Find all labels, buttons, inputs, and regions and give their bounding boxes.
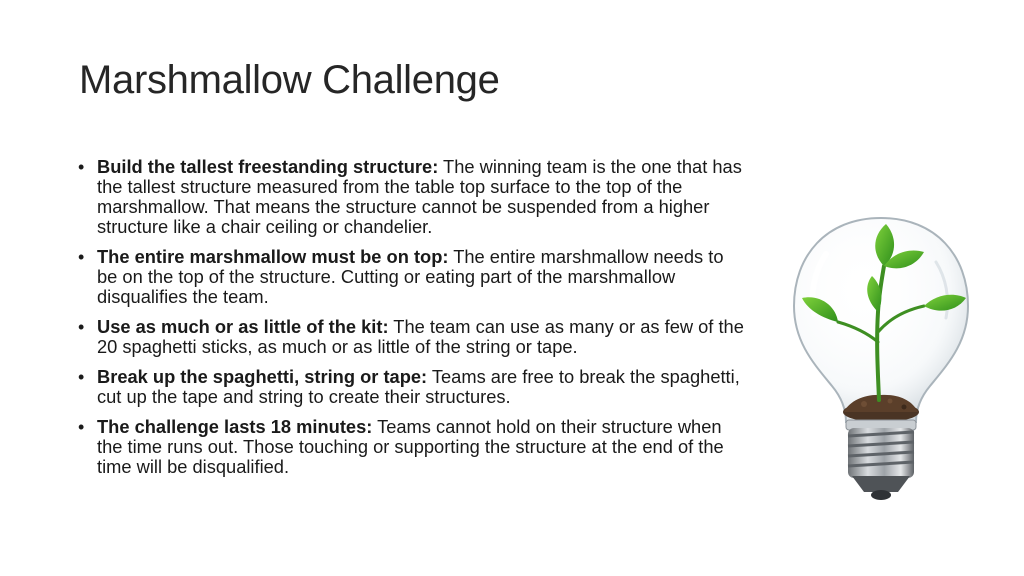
bullet-heading: The entire marshmallow must be on top: (97, 246, 449, 267)
bullet-text: The entire marshmallow needs to be on the top of the structure. Cutting or eating part of the marshmallow disqualifies the team. (97, 246, 724, 307)
bullet-icon: • (78, 317, 85, 337)
bullet-item (78, 157, 746, 237)
bullet-heading: Break up the spaghetti, string or tape: (97, 366, 428, 387)
bullet-text: The winning team is the one that has the tallest structure measured from the table top surface to the top of the marshmallow. That means the structure cannot be suspended from a higher structure like a chair ceiling or chandelier. (97, 156, 742, 237)
bullet-icon: • (78, 367, 85, 387)
slide-title: Marshmallow Challenge (79, 58, 500, 102)
lightbulb-with-plant-icon (786, 214, 976, 504)
bullet-item (78, 247, 746, 307)
bullet-icon: • (78, 157, 85, 177)
bullet-icon: • (78, 247, 85, 267)
bullet-item (78, 367, 746, 407)
bullet-text: Teams are free to break the spaghetti, cut up the tape and string to create their structures. (97, 366, 740, 407)
bullet-list (78, 157, 746, 487)
bullet-text: Teams cannot hold on their structure when the time runs out. Those touching or supporting the structure at the end of the time will be disqualified. (97, 416, 724, 477)
bullet-text: The team can use as many or as few of the 20 spaghetti sticks, as much or as little of the string or tape. (97, 316, 744, 357)
bullet-heading: Use as much or as little of the kit: (97, 316, 389, 337)
bullet-icon: • (78, 417, 85, 437)
bullet-item (78, 317, 746, 357)
bullet-heading: Build the tallest freestanding structure: (97, 156, 439, 177)
bullet-heading: The challenge lasts 18 minutes: (97, 416, 373, 437)
bullet-item (78, 417, 746, 477)
